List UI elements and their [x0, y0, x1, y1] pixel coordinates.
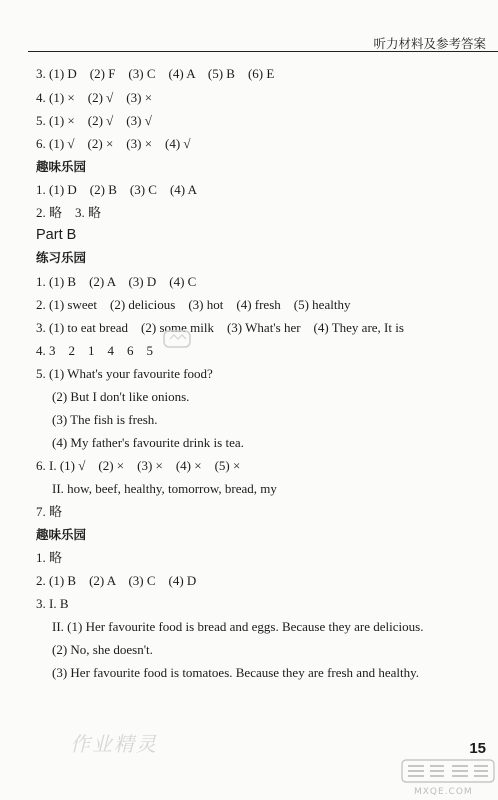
- watermark-text: 作业精灵: [70, 732, 158, 756]
- answer-line: (2) But I don't like onions.: [52, 389, 190, 404]
- answer-line: 4. (1) × (2) √ (3) ×: [36, 90, 153, 105]
- answer-line: (4) My father's favourite drink is tea.: [52, 435, 244, 450]
- answer-line: (2) No, she doesn't.: [52, 642, 153, 657]
- answer-line: 1. 略: [36, 550, 63, 565]
- answer-line: 2. 略 3. 略: [36, 205, 102, 220]
- answer-line: 3. I. B: [36, 596, 69, 611]
- answer-line: (3) The fish is fresh.: [52, 412, 158, 427]
- answer-line: 6. (1) √ (2) × (3) × (4) √: [36, 136, 191, 151]
- answer-line: 4. 3 2 1 4 6 5: [36, 343, 154, 358]
- svg-text:MXQE.COM: MXQE.COM: [414, 787, 473, 797]
- answer-line: 2. (1) B (2) A (3) C (4) D: [36, 573, 197, 588]
- section-heading: 练习乐园: [36, 250, 87, 265]
- section-heading: 趣味乐园: [36, 159, 87, 174]
- answer-line: 3. (1) D (2) F (3) C (4) A (5) B (6) E: [36, 66, 275, 81]
- site-logo: [400, 758, 496, 798]
- answer-line: 1. (1) D (2) B (3) C (4) A: [36, 182, 198, 197]
- answer-line: 2. (1) sweet (2) delicious (3) hot (4) fresh (5) healthy: [36, 297, 351, 312]
- section-heading: 趣味乐园: [36, 527, 87, 542]
- part-heading: Part B: [36, 227, 77, 243]
- answer-line: 7. 略: [36, 504, 63, 519]
- answer-line: 1. (1) B (2) A (3) D (4) C: [36, 274, 197, 289]
- page-number: 15: [469, 740, 486, 757]
- header-title: 听力材料及参考答案: [373, 36, 486, 51]
- answer-line: 6. I. (1) √ (2) × (3) × (4) × (5) ×: [36, 458, 241, 473]
- answer-line: 3. (1) to eat bread (2) some milk (3) What's her (4) They are, It is: [36, 320, 404, 335]
- answer-line: 5. (1) What's your favourite food?: [36, 366, 213, 381]
- answer-line: (3) Her favourite food is tomatoes. Because they are fresh and healthy.: [52, 665, 419, 680]
- answer-line: 5. (1) × (2) √ (3) √: [36, 113, 152, 128]
- answer-line: II. (1) Her favourite food is bread and eggs. Because they are delicious.: [52, 619, 424, 634]
- stamp-icon: [162, 328, 192, 350]
- answer-line: II. how, beef, healthy, tomorrow, bread, my: [52, 481, 277, 496]
